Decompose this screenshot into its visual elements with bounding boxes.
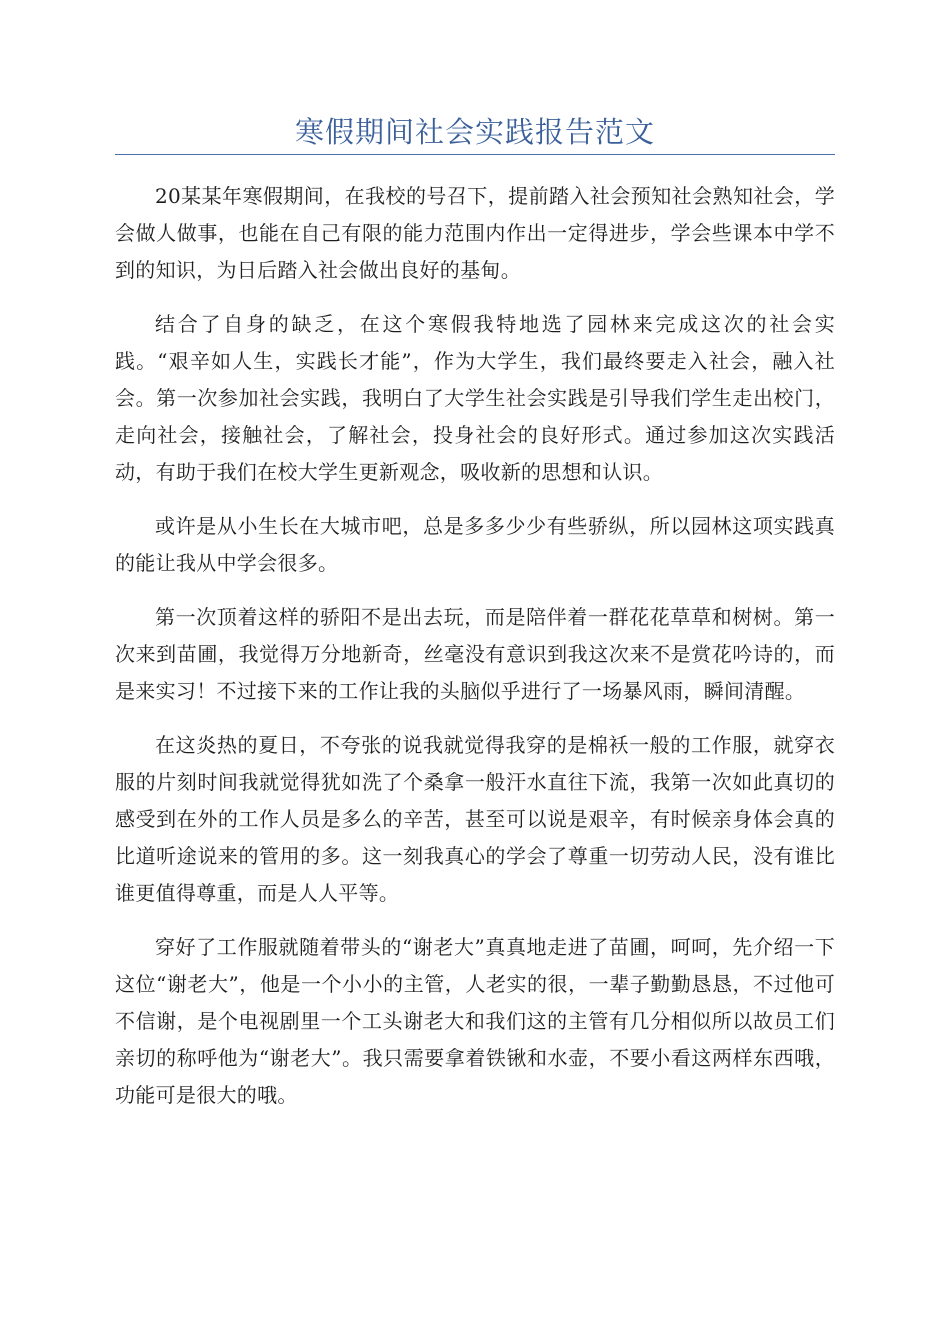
paragraph-2: 结合了自身的缺乏，在这个寒假我特地选了园林来完成这次的社会实践。“艰辛如人生，实践长才能”，作为大学生，我们最终要走入社会，融入社会。第一次参加社会实践，我明白了大学生社会实践是引导我们学生走出校门，走向社会，接触社会，了解社会，投身社会的良好形式。通过参加这次实践活动，有助于我们在校大学生更新观念，吸收新的思想和认识。 xyxy=(115,312,835,484)
document-body xyxy=(115,178,835,1131)
paragraph-6: 穿好了工作服就随着带头的“谢老大”真真地走进了苗圃，呵呵，先介绍一下这位“谢老大”，他是一个小小的主管，人老实的很，一辈子勤勤恳恳，不过他可不信谢，是个电视剧里一个工头谢老大和我们这的主管有几分相似所以故员工们亲切的称呼他为“谢老大”。我只需要拿着铁锹和水壶，不要小看这两样东西哦，功能可是很大的哦。 xyxy=(115,935,835,1107)
paragraph-3: 或许是从小生长在大城市吧，总是多多少少有些骄纵，所以园林这项实践真的能让我从中学会很多。 xyxy=(115,514,835,575)
paragraph-1: 20某某年寒假期间，在我校的号召下，提前踏入社会预知社会熟知社会，学会做人做事，也能在自己有限的能力范围内作出一定得进步，学会些课本中学不到的知识，为日后踏入社会做出良好的基甸。 xyxy=(115,184,835,282)
document-title: 寒假期间社会实践报告范文 xyxy=(294,115,655,149)
title-underline xyxy=(115,154,835,155)
paragraph-5: 在这炎热的夏日，不夸张的说我就觉得我穿的是棉袄一般的工作服，就穿衣服的片刻时间我就觉得犹如洗了个桑拿一般汗水直往下流，我第一次如此真切的感受到在外的工作人员是多么的辛苦，甚至可以说是艰辛，有时候亲身体会真的比道听途说来的管用的多。这一刻我真心的学会了尊重一切劳动人民，没有谁比谁更值得尊重，而是人人平等。 xyxy=(115,733,835,905)
paragraph-4: 第一次顶着这样的骄阳不是出去玩，而是陪伴着一群花花草草和树树。第一次来到苗圃，我觉得万分地新奇，丝毫没有意识到我这次来不是赏花吟诗的，而是来实习！不过接下来的工作让我的头脑似乎进行了一场暴风雨，瞬间清醒。 xyxy=(115,605,835,703)
